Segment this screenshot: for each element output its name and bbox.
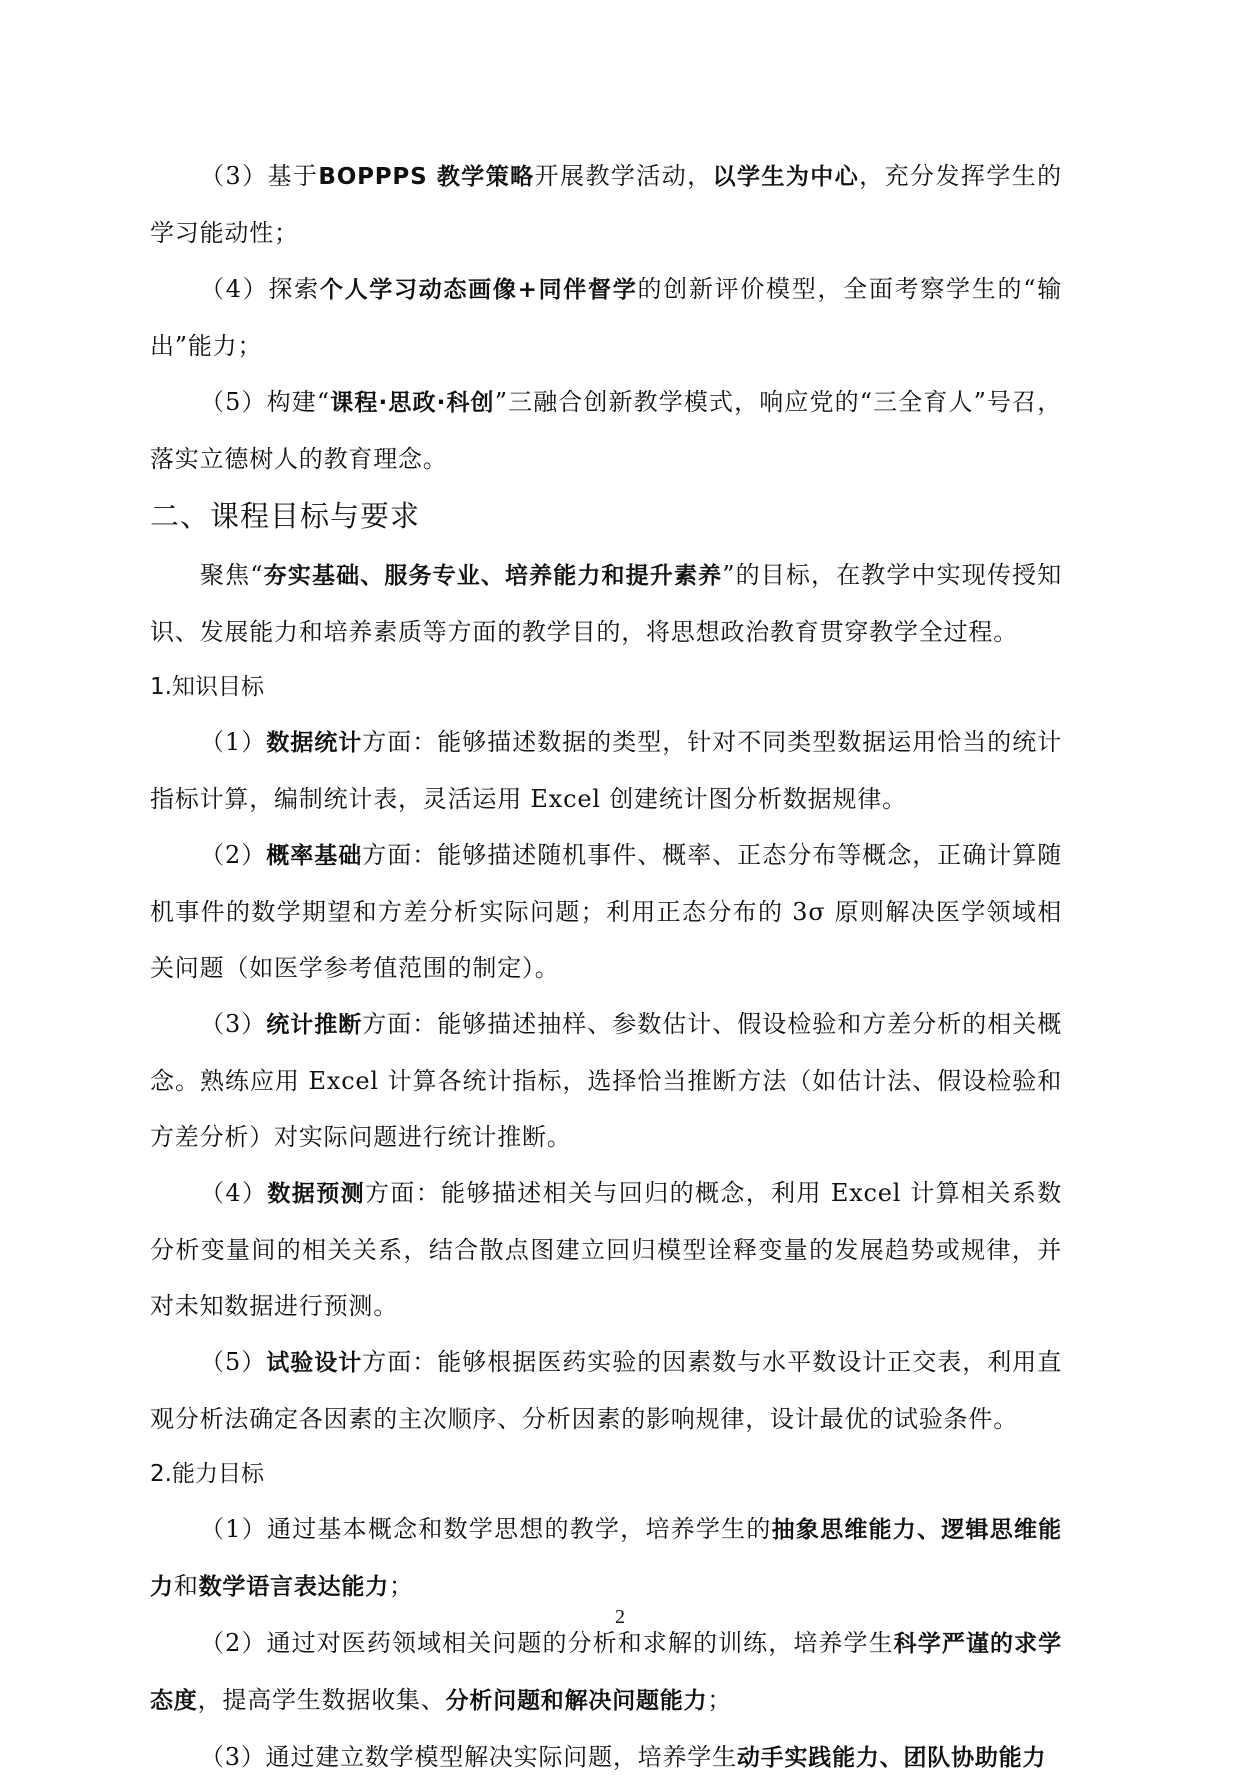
subheading-ability-goals: 2.能力目标 xyxy=(150,1461,264,1487)
document-page xyxy=(150,148,1062,1786)
intro-item-3: （3）基于BOPPPS 教学策略开展教学活动，以学生为中心，充分发挥学生的学习能动性； xyxy=(150,162,1062,247)
knowledge-item-1: （1）数据统计方面：能够描述数据的类型，针对不同类型数据运用恰当的统计指标计算，编制统计表，灵活运用 Excel 创建统计图分析数据规律。 xyxy=(150,728,1062,813)
section-intro-paragraph: 聚焦“夯实基础、服务专业、培养能力和提升素养”的目标，在教学中实现传授知识、发展能力和培养素质等方面的教学目的，将思想政治教育贯穿教学全过程。 xyxy=(150,561,1063,646)
knowledge-item-5: （5）试验设计方面：能够根据医药实验的因素数与水平数设计正交表，利用直观分析法确定各因素的主次顺序、分析因素的影响规律，设计最优的试验条件。 xyxy=(150,1348,1062,1433)
ability-item-2: （2）通过对医药领域相关问题的分析和求解的训练，培养学生科学严谨的求学态度，提高学生数据收集、分析问题和解决问题能力； xyxy=(150,1629,1062,1714)
page-number: 2 xyxy=(615,1606,625,1628)
ability-item-3: （3）通过建立数学模型解决实际问题，培养学生动手实践能力、团队协助能力 xyxy=(200,1743,1047,1771)
intro-item-5: （5）构建“课程·思政·科创”三融合创新教学模式，响应党的“三全育人”号召，落实立德树人的教育理念。 xyxy=(150,388,1063,473)
section-heading-course-goals: 二、课程目标与要求 xyxy=(150,499,421,533)
knowledge-item-4: （4）数据预测方面：能够描述相关与回归的概念，利用 Excel 计算相关系数分析变量间的相关关系，结合散点图建立回归模型诠释变量的发展趋势或规律，并对未知数据进行预测。 xyxy=(150,1179,1062,1320)
intro-item-4: （4）探索个人学习动态画像+同伴督学的创新评价模型，全面考察学生的“输出”能力； xyxy=(150,275,1062,360)
knowledge-item-3: （3）统计推断方面：能够描述抽样、参数估计、假设检验和方差分析的相关概念。熟练应用 Excel 计算各统计指标，选择恰当推断方法（如估计法、假设检验和方差分析）对实际问题进行统计推断。 xyxy=(150,1010,1062,1151)
subheading-knowledge-goals: 1.知识目标 xyxy=(150,674,264,700)
knowledge-item-2: （2）概率基础方面：能够描述随机事件、概率、正态分布等概念，正确计算随机事件的数学期望和方差分析实际问题；利用正态分布的 3σ 原则解决医学领域相关问题（如医学参考值范围的制定）。 xyxy=(150,841,1062,982)
ability-item-1: （1）通过基本概念和数学思想的教学，培养学生的抽象思维能力、逻辑思维能力和数学语言表达能力； xyxy=(150,1515,1062,1600)
